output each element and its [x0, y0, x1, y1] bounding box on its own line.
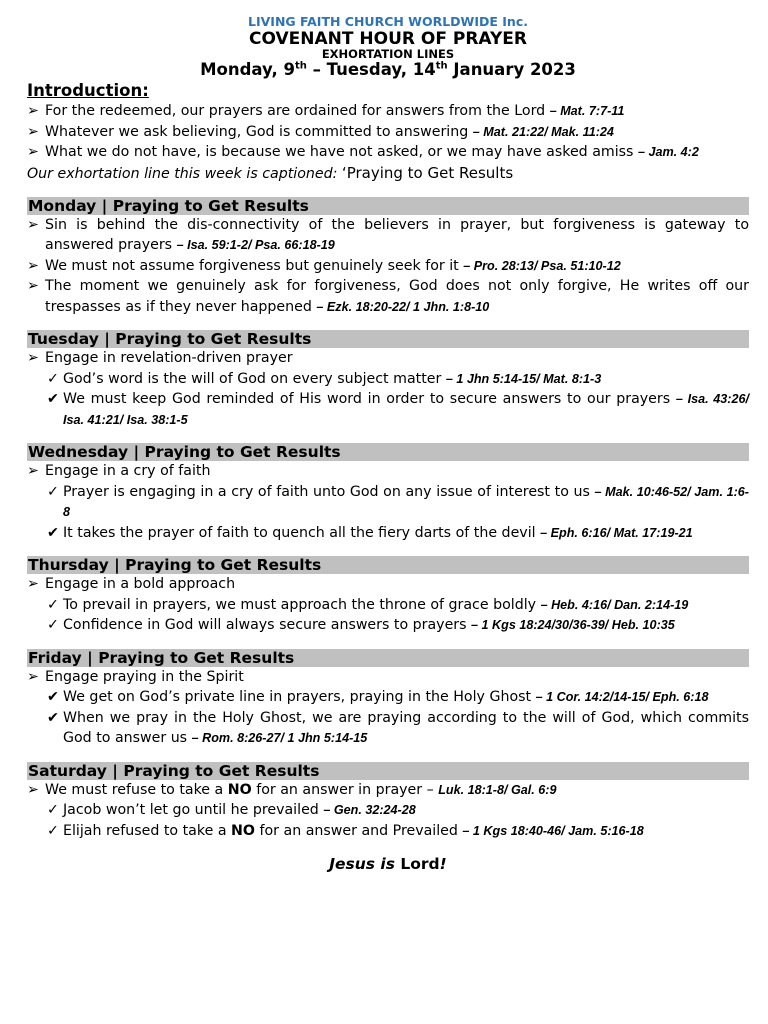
- arrow-bullet-icon: ➢: [27, 350, 39, 366]
- caption-title: ‘Praying to Get Results: [341, 163, 514, 182]
- list-item: ➢ We must not assume forgiveness but genuinely seek for it – Pro. 28:13/ Psa. 51:10-12: [27, 256, 749, 277]
- scripture-reference: – Mak. 10:46-52/ Jam. 1:6-8: [63, 484, 749, 519]
- intro-line: ➢ Whatever we ask believing, God is committed to answering – Mat. 21:22/ Mak. 11:24: [27, 122, 749, 143]
- scripture-reference: – Jam. 4:2: [637, 145, 699, 159]
- list-item: ➢ Engage in revelation-driven prayer: [27, 348, 749, 369]
- sub-list-item: ✔ We get on God’s private line in prayers, praying in the Holy Ghost – 1 Cor. 14:2/14-15/ Eph. 6:18: [27, 687, 749, 708]
- scripture-reference: Luk. 18:1-8/ Gal. 6:9: [438, 782, 557, 797]
- arrow-bullet-icon: ➢: [27, 463, 39, 479]
- check-icon: ✔: [47, 391, 59, 407]
- list-item: ➢ We must refuse to take a NO for an answer in prayer – Luk. 18:1-8/ Gal. 6:9: [27, 780, 749, 801]
- scripture-reference: – Heb. 4:16/ Dan. 2:14-19: [540, 597, 689, 612]
- arrow-bullet-icon: ➢: [27, 257, 39, 274]
- section-heading: Tuesday | Praying to Get Results: [27, 330, 749, 348]
- section-heading: Thursday | Praying to Get Results: [27, 556, 749, 574]
- check-icon: ✓: [47, 822, 59, 839]
- section-heading: Saturday | Praying to Get Results: [27, 762, 749, 780]
- document-title: COVENANT HOUR OF PRAYER: [249, 29, 527, 49]
- scripture-reference: – 1 Kgs 18:40-46/ Jam. 5:16-18: [462, 823, 644, 838]
- arrow-bullet-icon: ➢: [27, 278, 39, 294]
- document-page: [27, 12, 749, 873]
- introduction-heading: Introduction:: [27, 81, 149, 100]
- scripture-reference: – Ezk. 18:20-22/ 1 Jhn. 1:8-10: [316, 299, 490, 314]
- church-name: LIVING FAITH CHURCH WORLDWIDE Inc.: [248, 14, 528, 29]
- section-heading: Monday | Praying to Get Results: [27, 197, 749, 215]
- arrow-bullet-icon: ➢: [27, 144, 39, 160]
- check-icon: ✔: [47, 524, 59, 541]
- scripture-reference: – Mat. 7:7-11: [549, 104, 625, 118]
- scripture-reference: – 1 Jhn 5:14-15/ Mat. 8:1-3: [445, 371, 602, 386]
- section-saturday: [27, 762, 749, 842]
- date-range: Monday, 9th – Tuesday, 14th January 2023: [200, 60, 576, 79]
- check-icon: ✔: [47, 689, 59, 705]
- section-monday: [27, 197, 749, 318]
- check-icon: ✓: [47, 802, 59, 818]
- section-wednesday: [27, 443, 749, 543]
- sub-list-item: ✓ Confidence in God will always secure answers to prayers – 1 Kgs 18:24/30/36-39/ Heb. 10:35: [27, 615, 749, 636]
- check-icon: ✓: [47, 483, 59, 500]
- arrow-bullet-icon: ➢: [27, 123, 39, 140]
- intro-line: ➢ What we do not have, is because we have not asked, or we may have asked amiss – Jam. 4:2: [27, 142, 749, 163]
- closing-line: Jesus is Lord!: [329, 855, 447, 873]
- section-heading: Wednesday | Praying to Get Results: [27, 443, 749, 461]
- scripture-reference: – Rom. 8:26-27/ 1 Jhn 5:14-15: [191, 731, 368, 745]
- sub-list-item: ✓ God’s word is the will of God on every subject matter – 1 Jhn 5:14-15/ Mat. 8:1-3: [27, 369, 749, 390]
- section-thursday: [27, 556, 749, 636]
- sub-list-item: ✔ It takes the prayer of faith to quench all the fiery darts of the devil – Eph. 6:16/ Mat. 17:19-21: [27, 523, 749, 544]
- document-header: [27, 14, 749, 80]
- list-item: ➢ Engage praying in the Spirit: [27, 667, 749, 688]
- list-item: ➢ The moment we genuinely ask for forgiveness, God does not only forgive, He writes off our trespasses as if they never happened – Ezk. 18:20-22/ 1 Jhn. 1:8-10: [27, 278, 749, 315]
- sub-list-item: ✓ Elijah refused to take a NO for an answer and Prevailed – 1 Kgs 18:40-46/ Jam. 5:16-18: [27, 821, 749, 842]
- scripture-reference: – 1 Kgs 18:24/30/36-39/ Heb. 10:35: [471, 618, 675, 632]
- scripture-reference: – Pro. 28:13/ Psa. 51:10-12: [463, 258, 621, 273]
- check-icon: ✓: [47, 617, 59, 633]
- check-icon: ✓: [47, 596, 59, 613]
- arrow-bullet-icon: ➢: [27, 668, 39, 685]
- caption-line: Our exhortation line this week is captioned: ‘Praying to Get Results: [27, 163, 514, 182]
- scripture-reference: – 1 Cor. 14:2/14-15/ Eph. 6:18: [535, 690, 709, 704]
- arrow-bullet-icon: ➢: [27, 103, 39, 119]
- section-friday: [27, 649, 749, 749]
- list-item: ➢ Sin is behind the dis-connectivity of the believers in prayer, but forgiveness is gateway to answered prayers – Isa. 59:1-2/ Psa. 66:18-19: [27, 216, 749, 253]
- scripture-reference: – Isa. 43:26/ Isa. 41:21/ Isa. 38:1-5: [63, 392, 750, 427]
- scripture-reference: – Isa. 59:1-2/ Psa. 66:18-19: [176, 238, 335, 252]
- section-heading: Friday | Praying to Get Results: [27, 649, 749, 667]
- section-tuesday: [27, 330, 749, 430]
- scripture-reference: – Mat. 21:22/ Mak. 11:24: [472, 124, 614, 139]
- sub-list-item: ✔ We must keep God reminded of His word in order to secure answers to our prayers – Isa. 43:26/ Isa. 41:21/ Isa. 38:1-5: [47, 391, 750, 427]
- document-subtitle: EXHORTATION LINES: [321, 47, 455, 61]
- sub-list-item: ✓ Prayer is engaging in a cry of faith unto God on any issue of interest to us – Mak. 10:46-52/ Jam. 1:6-8: [47, 483, 749, 519]
- intro-line: ➢ For the redeemed, our prayers are ordained for answers from the Lord – Mat. 7:7-11: [27, 101, 749, 122]
- arrow-bullet-icon: ➢: [27, 216, 39, 233]
- scripture-reference: – Eph. 6:16/ Mat. 17:19-21: [540, 525, 693, 540]
- sub-list-item: ✓ To prevail in prayers, we must approach the throne of grace boldly – Heb. 4:16/ Dan. 2:14-19: [27, 595, 749, 616]
- list-item: ➢ Engage in a bold approach: [27, 574, 749, 595]
- check-icon: ✔: [47, 709, 59, 726]
- sub-list-item: ✓ Jacob won’t let go until he prevailed – Gen. 32:24-28: [27, 800, 749, 821]
- arrow-bullet-icon: ➢: [27, 781, 39, 798]
- scripture-reference: – Gen. 32:24-28: [323, 803, 416, 817]
- sub-list-item: ✔ When we pray in the Holy Ghost, we are praying according to the will of God, which commits God to answer us – Rom. 8:26-27/ 1 Jhn 5:14-15: [47, 709, 749, 746]
- list-item: ➢ Engage in a cry of faith: [27, 461, 749, 482]
- check-icon: ✓: [47, 370, 59, 387]
- arrow-bullet-icon: ➢: [27, 576, 39, 592]
